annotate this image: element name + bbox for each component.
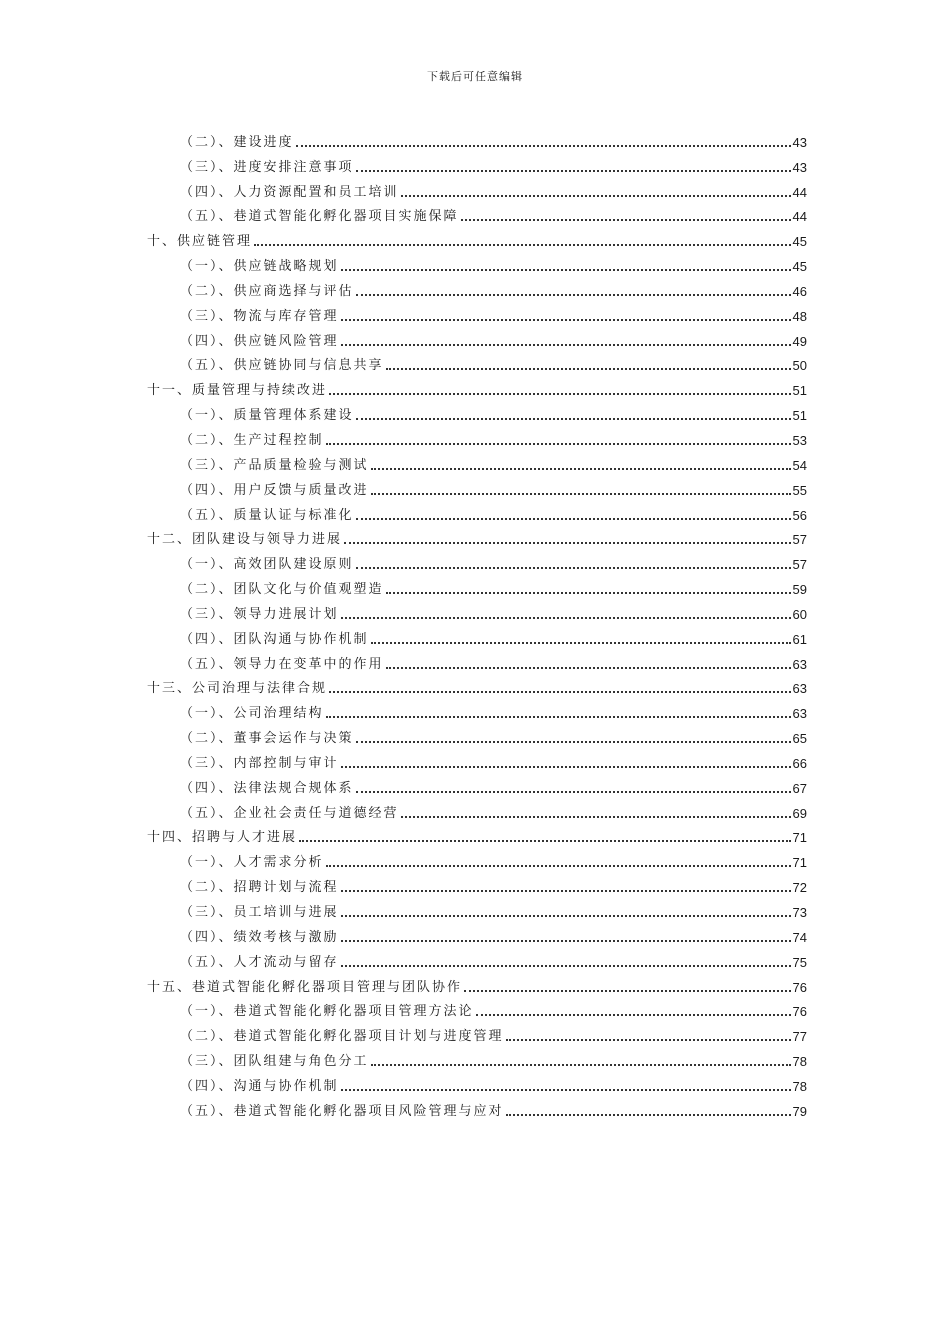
toc-page-number: 51 xyxy=(792,383,807,399)
toc-entry-title: （一）、供应链战略规划 xyxy=(180,259,339,275)
toc-page-number: 63 xyxy=(792,706,807,722)
toc-entry-title: （二）、董事会运作与决策 xyxy=(180,731,354,747)
toc-dot-leader xyxy=(506,1114,791,1116)
toc-dot-leader xyxy=(326,865,791,867)
toc-chapter-entry[interactable] xyxy=(147,225,807,250)
toc-dot-leader xyxy=(341,890,791,892)
toc-section-entry[interactable] xyxy=(147,1020,807,1045)
toc-entry-title: （三）、物流与库存管理 xyxy=(180,308,339,324)
toc-section-entry[interactable] xyxy=(147,697,807,722)
toc-dot-leader xyxy=(329,691,791,693)
toc-page-number: 56 xyxy=(792,507,807,523)
toc-section-entry[interactable] xyxy=(147,275,807,300)
toc-dot-leader xyxy=(356,170,791,172)
toc-section-entry[interactable] xyxy=(147,300,807,325)
toc-page-number: 50 xyxy=(792,358,807,374)
toc-dot-leader xyxy=(296,145,791,147)
toc-dot-leader xyxy=(341,915,791,917)
toc-page-number: 61 xyxy=(792,631,807,647)
toc-dot-leader xyxy=(341,269,791,271)
toc-entry-title: （三）、进度安排注意事项 xyxy=(180,159,354,175)
toc-dot-leader xyxy=(344,542,791,544)
toc-entry-title: （五）、巷道式智能化孵化器项目实施保障 xyxy=(180,209,459,225)
toc-section-entry[interactable] xyxy=(147,921,807,946)
toc-page-number: 55 xyxy=(792,482,807,498)
toc-dot-leader xyxy=(371,642,791,644)
toc-dot-leader xyxy=(356,741,791,743)
toc-section-entry[interactable] xyxy=(147,449,807,474)
toc-page-number: 63 xyxy=(792,656,807,672)
toc-section-entry[interactable] xyxy=(147,623,807,648)
toc-section-entry[interactable] xyxy=(147,1045,807,1070)
toc-page-number: 54 xyxy=(792,457,807,473)
toc-page-number: 57 xyxy=(792,557,807,573)
toc-section-entry[interactable] xyxy=(147,399,807,424)
toc-section-entry[interactable] xyxy=(147,1095,807,1120)
toc-page-number: 46 xyxy=(792,283,807,299)
toc-dot-leader xyxy=(299,840,791,842)
toc-page-number: 51 xyxy=(792,408,807,424)
toc-dot-leader xyxy=(401,195,791,197)
toc-dot-leader xyxy=(356,294,791,296)
toc-chapter-entry[interactable] xyxy=(147,524,807,549)
toc-entry-title: （三）、员工培训与进展 xyxy=(180,905,339,920)
toc-dot-leader xyxy=(341,766,791,768)
toc-entry-title: （五）、领导力在变革中的作用 xyxy=(180,656,384,672)
toc-chapter-entry[interactable] xyxy=(147,374,807,399)
toc-chapter-entry[interactable] xyxy=(147,971,807,996)
toc-dot-leader xyxy=(341,1089,791,1091)
toc-page-number: 74 xyxy=(792,929,807,945)
toc-entry-title: （四）、供应链风险管理 xyxy=(180,333,339,349)
toc-dot-leader xyxy=(326,716,791,718)
toc-page-number: 44 xyxy=(792,209,807,225)
toc-dot-leader xyxy=(371,468,791,470)
toc-entry-title: （四）、用户反馈与质量改进 xyxy=(180,482,369,498)
toc-entry-title: 十三、公司治理与法律合规 xyxy=(147,681,328,697)
toc-entry-title: 十四、招聘与人才进展 xyxy=(147,830,298,846)
toc-chapter-entry[interactable] xyxy=(147,673,807,698)
toc-page-number: 72 xyxy=(792,880,807,896)
toc-entry-title: （四）、人力资源配置和员工培训 xyxy=(180,184,399,200)
toc-dot-leader xyxy=(254,244,791,246)
toc-section-entry[interactable] xyxy=(147,871,807,896)
toc-section-entry[interactable] xyxy=(147,474,807,499)
toc-entry-title: （二）、建设进度 xyxy=(180,134,294,150)
toc-entry-title: （一）、公司治理结构 xyxy=(180,706,324,722)
toc-page-number: 43 xyxy=(792,159,807,175)
toc-section-entry[interactable] xyxy=(147,797,807,822)
toc-page-number: 79 xyxy=(792,1103,807,1119)
toc-dot-leader xyxy=(461,219,791,221)
toc-entry-title: （五）、巷道式智能化孵化器项目风险管理与应对 xyxy=(180,1103,504,1119)
toc-page-number: 73 xyxy=(792,905,807,920)
toc-page-number: 60 xyxy=(792,606,807,622)
toc-entry-title: （四）、法律法规合规体系 xyxy=(180,780,354,796)
toc-entry-title: （二）、生产过程控制 xyxy=(180,432,324,448)
toc-page-number: 57 xyxy=(792,532,807,548)
toc-section-entry[interactable] xyxy=(147,996,807,1021)
toc-entry-title: （五）、人才流动与留存 xyxy=(180,954,339,970)
toc-page-number: 63 xyxy=(792,681,807,697)
toc-entry-title: （三）、团队组建与角色分工 xyxy=(180,1054,369,1070)
toc-page-number: 76 xyxy=(792,1004,807,1020)
toc-page-number: 67 xyxy=(792,780,807,796)
toc-dot-leader xyxy=(401,816,791,818)
toc-dot-leader xyxy=(356,791,791,793)
toc-entry-title: （二）、团队文化与价值观塑造 xyxy=(180,582,384,598)
toc-entry-title: （一）、高效团队建设原则 xyxy=(180,557,354,573)
toc-dot-leader xyxy=(326,443,791,445)
toc-page-number: 76 xyxy=(792,979,807,995)
toc-entry-title: （二）、巷道式智能化孵化器项目计划与进度管理 xyxy=(180,1029,504,1045)
toc-entry-title: （四）、沟通与协作机制 xyxy=(180,1078,339,1094)
page-header: 下载后可任意编辑 xyxy=(427,70,523,83)
toc-section-entry[interactable] xyxy=(147,747,807,772)
toc-dot-leader xyxy=(371,493,791,495)
toc-page-number: 69 xyxy=(792,805,807,821)
toc-section-entry[interactable] xyxy=(147,648,807,673)
toc-entry-title: （五）、企业社会责任与道德经营 xyxy=(180,805,399,821)
toc-dot-leader xyxy=(356,518,791,520)
toc-entry-title: （四）、团队沟通与协作机制 xyxy=(180,631,369,647)
toc-entry-title: （三）、产品质量检验与测试 xyxy=(180,457,369,473)
toc-entry-title: 十五、巷道式智能化孵化器项目管理与团队协作 xyxy=(147,979,463,995)
toc-section-entry[interactable] xyxy=(147,325,807,350)
toc-page-number: 75 xyxy=(792,954,807,970)
toc-dot-leader xyxy=(341,319,791,321)
toc-page-number: 45 xyxy=(792,259,807,275)
toc-page-number: 78 xyxy=(792,1078,807,1094)
toc-entry-title: （五）、供应链协同与信息共享 xyxy=(180,358,384,374)
toc-section-entry[interactable] xyxy=(147,151,807,176)
toc-page-number: 59 xyxy=(792,582,807,598)
toc-section-entry[interactable] xyxy=(147,722,807,747)
toc-page-number: 53 xyxy=(792,432,807,448)
toc-section-entry[interactable] xyxy=(147,846,807,871)
toc-dot-leader xyxy=(341,965,791,967)
toc-section-entry[interactable] xyxy=(147,201,807,226)
toc-section-entry[interactable] xyxy=(147,772,807,797)
table-of-contents xyxy=(147,126,807,1120)
toc-section-entry[interactable] xyxy=(147,250,807,275)
toc-dot-leader xyxy=(341,344,791,346)
toc-page-number: 77 xyxy=(792,1029,807,1045)
toc-entry-title: （三）、领导力进展计划 xyxy=(180,606,339,622)
toc-page-number: 49 xyxy=(792,333,807,349)
toc-dot-leader xyxy=(356,567,791,569)
toc-page-number: 71 xyxy=(792,855,807,871)
toc-dot-leader xyxy=(341,940,791,942)
toc-entry-title: （一）、质量管理体系建设 xyxy=(180,408,354,424)
toc-entry-title: （五）、质量认证与标准化 xyxy=(180,507,354,523)
toc-section-entry[interactable] xyxy=(147,350,807,375)
toc-section-entry[interactable] xyxy=(147,573,807,598)
toc-chapter-entry[interactable] xyxy=(147,822,807,847)
toc-page-number: 44 xyxy=(792,184,807,200)
toc-entry-title: 十、供应链管理 xyxy=(147,234,253,250)
toc-section-entry[interactable] xyxy=(147,946,807,971)
toc-dot-leader xyxy=(356,418,791,420)
toc-dot-leader xyxy=(476,1014,791,1016)
toc-dot-leader xyxy=(341,617,791,619)
toc-section-entry[interactable] xyxy=(147,176,807,201)
toc-page-number: 78 xyxy=(792,1054,807,1070)
toc-page-number: 66 xyxy=(792,755,807,771)
toc-section-entry[interactable] xyxy=(147,548,807,573)
toc-section-entry[interactable] xyxy=(147,1070,807,1095)
toc-section-entry[interactable] xyxy=(147,424,807,449)
toc-entry-title: （一）、巷道式智能化孵化器项目管理方法论 xyxy=(180,1004,474,1020)
toc-page-number: 45 xyxy=(792,234,807,250)
toc-entry-title: （二）、供应商选择与评估 xyxy=(180,283,354,299)
toc-section-entry[interactable] xyxy=(147,896,807,921)
toc-dot-leader xyxy=(386,592,791,594)
toc-section-entry[interactable] xyxy=(147,598,807,623)
toc-page-number: 71 xyxy=(792,830,807,846)
toc-page-number: 65 xyxy=(792,731,807,747)
toc-page-number: 48 xyxy=(792,308,807,324)
toc-section-entry[interactable] xyxy=(147,499,807,524)
toc-dot-leader xyxy=(386,667,791,669)
toc-entry-title: 十二、团队建设与领导力进展 xyxy=(147,532,343,548)
toc-entry-title: （三）、内部控制与审计 xyxy=(180,755,339,771)
toc-entry-title: （一）、人才需求分析 xyxy=(180,855,324,871)
toc-dot-leader xyxy=(386,368,791,370)
toc-dot-leader xyxy=(506,1039,791,1041)
toc-entry-title: （四）、绩效考核与激励 xyxy=(180,929,339,945)
toc-entry-title: 十一、质量管理与持续改进 xyxy=(147,383,328,399)
toc-section-entry[interactable] xyxy=(147,126,807,151)
toc-page-number: 43 xyxy=(792,134,807,150)
toc-dot-leader xyxy=(371,1064,791,1066)
toc-dot-leader xyxy=(329,393,791,395)
toc-dot-leader xyxy=(464,990,791,992)
toc-entry-title: （二）、招聘计划与流程 xyxy=(180,880,339,896)
